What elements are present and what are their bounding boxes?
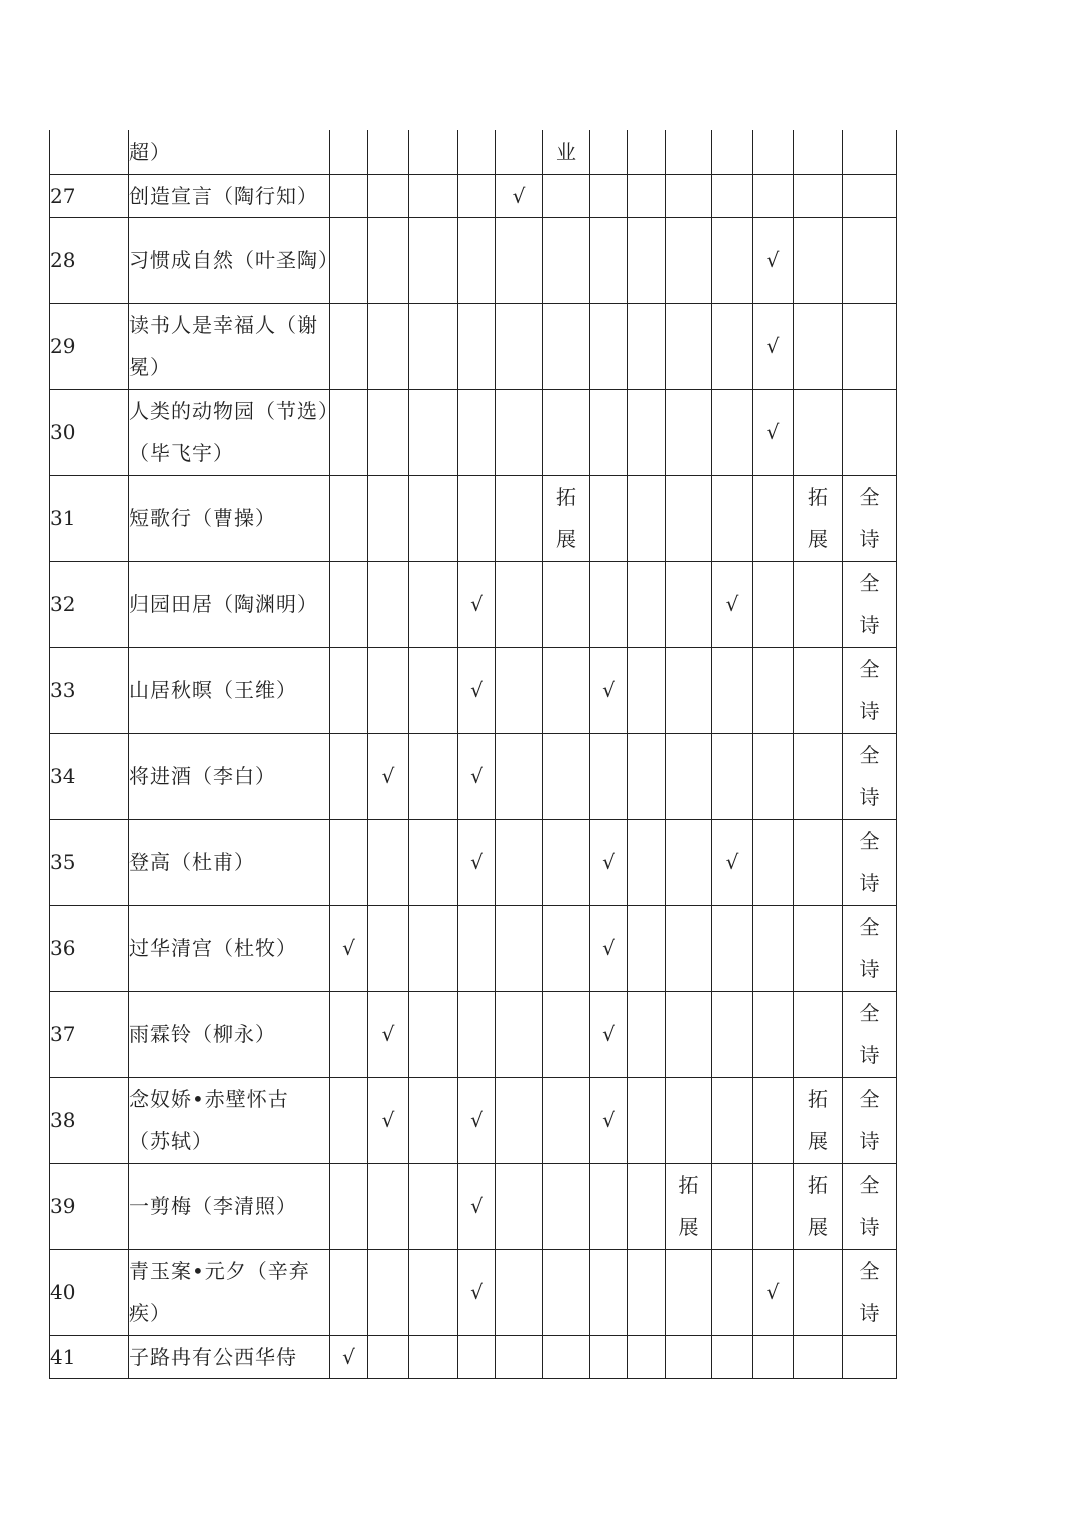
table-row (50, 217, 897, 303)
mark-cell (666, 1335, 712, 1378)
article-title: 一剪梅（李清照） (129, 1163, 330, 1249)
mark-cell (330, 475, 368, 561)
mark-cell (543, 130, 590, 174)
mark-cell (496, 475, 543, 561)
mark-cell (496, 1249, 543, 1335)
mark-cell (666, 174, 712, 217)
mark-cell (628, 1163, 666, 1249)
table-row (50, 819, 897, 905)
mark-cell (753, 1335, 794, 1378)
mark-cell (794, 303, 843, 389)
mark-cell (628, 905, 666, 991)
mark-cell (409, 303, 458, 389)
mark-cell (368, 561, 409, 647)
check-mark: √ (470, 1194, 483, 1218)
check-mark: √ (381, 1108, 395, 1132)
row-number: 28 (50, 217, 129, 303)
mark-text: 全诗 (859, 1173, 880, 1239)
mark-cell (666, 647, 712, 733)
mark-cell (753, 905, 794, 991)
mark-text: 拓展 (808, 1173, 828, 1239)
mark-cell (330, 905, 368, 991)
mark-cell (543, 733, 590, 819)
mark-text: 拓展 (808, 485, 828, 551)
mark-cell (712, 1335, 753, 1378)
row-number: 40 (50, 1249, 129, 1335)
mark-cell (666, 1077, 712, 1163)
mark-cell (368, 217, 409, 303)
table-row (50, 389, 897, 475)
mark-cell (712, 733, 753, 819)
mark-cell (496, 1163, 543, 1249)
mark-cell (794, 905, 843, 991)
mark-cell (753, 819, 794, 905)
mark-cell (543, 1249, 590, 1335)
mark-text: 全诗 (859, 743, 880, 809)
mark-cell (409, 1163, 458, 1249)
mark-cell (628, 303, 666, 389)
mark-cell (843, 1249, 897, 1335)
mark-cell (409, 475, 458, 561)
mark-cell (543, 1163, 590, 1249)
article-title: 青玉案•元夕（辛弃疾） (129, 1249, 330, 1335)
mark-cell (590, 991, 628, 1077)
mark-cell (496, 561, 543, 647)
check-mark: √ (602, 678, 615, 702)
mark-text: 业 (556, 139, 576, 164)
mark-cell (794, 1335, 843, 1378)
mark-cell (409, 561, 458, 647)
table-row (50, 475, 897, 561)
mark-text: 全诗 (859, 571, 880, 637)
mark-cell (368, 475, 409, 561)
mark-cell (794, 1163, 843, 1249)
mark-cell (458, 905, 496, 991)
check-mark: √ (602, 850, 615, 874)
mark-cell (543, 303, 590, 389)
mark-cell (666, 1249, 712, 1335)
mark-cell (753, 991, 794, 1077)
row-number: 29 (50, 303, 129, 389)
mark-cell (543, 1077, 590, 1163)
mark-cell (458, 733, 496, 819)
mark-cell (368, 130, 409, 174)
mark-cell (590, 475, 628, 561)
mark-cell (368, 819, 409, 905)
check-mark: √ (342, 1344, 355, 1369)
mark-cell (543, 647, 590, 733)
article-title: 子路冉有公西华侍 (129, 1335, 330, 1378)
mark-cell (666, 733, 712, 819)
mark-cell (666, 475, 712, 561)
mark-cell (843, 819, 897, 905)
mark-cell (590, 303, 628, 389)
mark-cell (843, 905, 897, 991)
mark-cell (628, 561, 666, 647)
mark-text: 全诗 (859, 485, 880, 551)
mark-cell (843, 389, 897, 475)
mark-cell (368, 174, 409, 217)
mark-cell (496, 303, 543, 389)
table-row (50, 130, 897, 174)
mark-cell (712, 174, 753, 217)
mark-cell (590, 130, 628, 174)
mark-cell (753, 733, 794, 819)
row-number: 27 (50, 174, 129, 217)
article-title: 将进酒（李白） (129, 733, 330, 819)
mark-cell (330, 1077, 368, 1163)
mark-cell (458, 217, 496, 303)
table-row (50, 1163, 897, 1249)
mark-cell (794, 991, 843, 1077)
mark-cell (712, 561, 753, 647)
mark-cell (666, 303, 712, 389)
mark-cell (753, 303, 794, 389)
mark-cell (712, 991, 753, 1077)
article-title: 山居秋暝（王维） (129, 647, 330, 733)
row-number: 35 (50, 819, 129, 905)
row-number: 38 (50, 1077, 129, 1163)
row-number: 30 (50, 389, 129, 475)
mark-cell (409, 733, 458, 819)
table-row (50, 733, 897, 819)
mark-cell (330, 561, 368, 647)
mark-cell (712, 217, 753, 303)
check-mark: √ (602, 1022, 615, 1046)
mark-cell (753, 1163, 794, 1249)
check-mark: √ (470, 592, 483, 616)
mark-cell (628, 733, 666, 819)
mark-cell (368, 991, 409, 1077)
row-number: 39 (50, 1163, 129, 1249)
article-title: 人类的动物园（节选）（毕飞宇） (129, 389, 330, 475)
table-row (50, 1335, 897, 1378)
check-mark: √ (342, 936, 355, 960)
mark-cell (458, 1163, 496, 1249)
mark-cell (496, 174, 543, 217)
mark-text: 全诗 (859, 1001, 880, 1067)
mark-cell (628, 1249, 666, 1335)
mark-cell (496, 389, 543, 475)
mark-cell (794, 475, 843, 561)
mark-cell (794, 647, 843, 733)
mark-cell (330, 303, 368, 389)
mark-cell (368, 1249, 409, 1335)
mark-cell (628, 475, 666, 561)
mark-cell (712, 905, 753, 991)
mark-cell (628, 991, 666, 1077)
mark-text: 全诗 (859, 1259, 880, 1325)
mark-cell (330, 991, 368, 1077)
mark-cell (843, 647, 897, 733)
row-number: 32 (50, 561, 129, 647)
mark-text: 全诗 (859, 829, 880, 895)
mark-cell (753, 174, 794, 217)
mark-cell (543, 905, 590, 991)
mark-cell (409, 217, 458, 303)
mark-cell (712, 647, 753, 733)
row-number: 36 (50, 905, 129, 991)
check-mark: √ (470, 764, 483, 788)
row-number: 34 (50, 733, 129, 819)
mark-cell (330, 819, 368, 905)
mark-cell (496, 905, 543, 991)
mark-cell (590, 1335, 628, 1378)
mark-cell (368, 1077, 409, 1163)
mark-cell (590, 647, 628, 733)
table-row (50, 303, 897, 389)
mark-cell (330, 1249, 368, 1335)
mark-cell (543, 819, 590, 905)
article-title: 超） (129, 130, 330, 174)
check-mark: √ (766, 1280, 780, 1304)
mark-cell (543, 389, 590, 475)
mark-cell (330, 389, 368, 475)
mark-cell (666, 130, 712, 174)
mark-cell (843, 561, 897, 647)
check-mark: √ (470, 1108, 483, 1132)
article-title: 短歌行（曹操） (129, 475, 330, 561)
article-title: 过华清宫（杜牧） (129, 905, 330, 991)
row-number: 41 (50, 1335, 129, 1378)
mark-cell (794, 1077, 843, 1163)
mark-cell (712, 130, 753, 174)
mark-cell (368, 733, 409, 819)
mark-cell (458, 647, 496, 733)
mark-cell (543, 217, 590, 303)
check-mark: √ (381, 1022, 395, 1046)
mark-cell (409, 1335, 458, 1378)
mark-cell (753, 475, 794, 561)
mark-cell (712, 389, 753, 475)
mark-cell (712, 1249, 753, 1335)
mark-cell (496, 130, 543, 174)
mark-cell (712, 819, 753, 905)
mark-cell (628, 1335, 666, 1378)
mark-cell (368, 1163, 409, 1249)
mark-text: 拓展 (678, 1173, 699, 1239)
mark-cell (458, 1249, 496, 1335)
mark-cell (496, 819, 543, 905)
mark-cell (794, 733, 843, 819)
mark-cell (458, 303, 496, 389)
mark-cell (628, 389, 666, 475)
mark-cell (458, 561, 496, 647)
mark-cell (590, 733, 628, 819)
row-number: 33 (50, 647, 129, 733)
mark-cell (666, 217, 712, 303)
mark-cell (458, 174, 496, 217)
mark-cell (843, 217, 897, 303)
mark-cell (753, 130, 794, 174)
mark-text: 全诗 (859, 915, 880, 981)
table-row (50, 174, 897, 217)
mark-cell (330, 174, 368, 217)
mark-cell (330, 1335, 368, 1378)
mark-cell (590, 389, 628, 475)
mark-cell (330, 733, 368, 819)
table-row (50, 647, 897, 733)
mark-cell (458, 475, 496, 561)
mark-cell (712, 475, 753, 561)
article-title: 创造宣言（陶行知） (129, 174, 330, 217)
mark-cell (409, 819, 458, 905)
article-title: 归园田居（陶渊明） (129, 561, 330, 647)
mark-cell (843, 1335, 897, 1378)
mark-cell (794, 174, 843, 217)
check-mark: √ (470, 850, 483, 874)
mark-cell (794, 819, 843, 905)
mark-cell (794, 561, 843, 647)
mark-cell (590, 217, 628, 303)
mark-cell (409, 1249, 458, 1335)
mark-cell (590, 174, 628, 217)
mark-cell (330, 130, 368, 174)
mark-cell (753, 217, 794, 303)
mark-cell (628, 819, 666, 905)
check-mark: √ (766, 334, 780, 358)
mark-cell (590, 819, 628, 905)
mark-cell (666, 905, 712, 991)
mark-cell (409, 647, 458, 733)
table-row (50, 561, 897, 647)
article-title: 读书人是幸福人（谢冕） (129, 303, 330, 389)
mark-cell (666, 561, 712, 647)
mark-cell (666, 389, 712, 475)
document-table (49, 130, 897, 1379)
mark-cell (368, 303, 409, 389)
mark-text: 全诗 (859, 657, 880, 723)
mark-cell (843, 1163, 897, 1249)
check-mark: √ (725, 850, 739, 874)
mark-cell (843, 733, 897, 819)
mark-cell (843, 303, 897, 389)
mark-cell (458, 130, 496, 174)
article-title: 念奴娇•赤壁怀古（苏轼） (129, 1077, 330, 1163)
table-body (50, 130, 897, 1378)
table-row (50, 1249, 897, 1335)
mark-cell (712, 303, 753, 389)
check-mark: √ (602, 1108, 615, 1132)
mark-cell (458, 819, 496, 905)
row-number: 37 (50, 991, 129, 1077)
mark-cell (843, 475, 897, 561)
check-mark: √ (766, 248, 780, 272)
check-mark: √ (512, 183, 526, 208)
table-row (50, 905, 897, 991)
mark-cell (794, 217, 843, 303)
mark-cell (590, 905, 628, 991)
mark-cell (496, 991, 543, 1077)
mark-cell (458, 991, 496, 1077)
mark-cell (543, 991, 590, 1077)
check-mark: √ (470, 678, 483, 702)
mark-cell (543, 475, 590, 561)
mark-cell (590, 1163, 628, 1249)
article-title: 习惯成自然（叶圣陶） (129, 217, 330, 303)
mark-text: 拓展 (556, 485, 576, 551)
mark-cell (368, 389, 409, 475)
mark-cell (753, 389, 794, 475)
mark-cell (843, 1077, 897, 1163)
mark-cell (409, 130, 458, 174)
row-number (50, 130, 129, 174)
mark-cell (458, 1335, 496, 1378)
mark-cell (666, 1163, 712, 1249)
mark-cell (712, 1163, 753, 1249)
mark-cell (496, 1335, 543, 1378)
mark-cell (666, 819, 712, 905)
article-title: 登高（杜甫） (129, 819, 330, 905)
mark-cell (843, 130, 897, 174)
mark-cell (409, 174, 458, 217)
mark-cell (330, 647, 368, 733)
mark-text: 全诗 (859, 1087, 880, 1153)
mark-text: 拓展 (808, 1087, 828, 1153)
mark-cell (543, 561, 590, 647)
mark-cell (409, 1077, 458, 1163)
check-mark: √ (602, 936, 615, 960)
mark-cell (590, 1077, 628, 1163)
row-number: 31 (50, 475, 129, 561)
mark-cell (496, 217, 543, 303)
mark-cell (628, 217, 666, 303)
mark-cell (409, 991, 458, 1077)
mark-cell (794, 389, 843, 475)
mark-cell (753, 1077, 794, 1163)
mark-cell (368, 905, 409, 991)
mark-cell (590, 1249, 628, 1335)
mark-cell (712, 1077, 753, 1163)
mark-cell (409, 905, 458, 991)
mark-cell (496, 733, 543, 819)
mark-cell (543, 1335, 590, 1378)
mark-cell (794, 1249, 843, 1335)
check-mark: √ (470, 1280, 483, 1304)
mark-cell (628, 174, 666, 217)
mark-cell (843, 174, 897, 217)
table-row (50, 1077, 897, 1163)
mark-cell (458, 389, 496, 475)
mark-cell (590, 561, 628, 647)
check-mark: √ (725, 592, 739, 616)
mark-cell (666, 991, 712, 1077)
mark-cell (794, 130, 843, 174)
mark-cell (753, 1249, 794, 1335)
check-mark: √ (381, 764, 395, 788)
mark-cell (628, 130, 666, 174)
mark-cell (330, 1163, 368, 1249)
check-mark: √ (766, 420, 780, 444)
article-title: 雨霖铃（柳永） (129, 991, 330, 1077)
mark-cell (753, 561, 794, 647)
mark-cell (496, 647, 543, 733)
mark-cell (368, 647, 409, 733)
mark-cell (628, 647, 666, 733)
mark-cell (753, 647, 794, 733)
mark-cell (409, 389, 458, 475)
mark-cell (458, 1077, 496, 1163)
mark-cell (368, 1335, 409, 1378)
mark-cell (843, 991, 897, 1077)
mark-cell (543, 174, 590, 217)
mark-cell (628, 1077, 666, 1163)
mark-cell (496, 1077, 543, 1163)
table-row (50, 991, 897, 1077)
